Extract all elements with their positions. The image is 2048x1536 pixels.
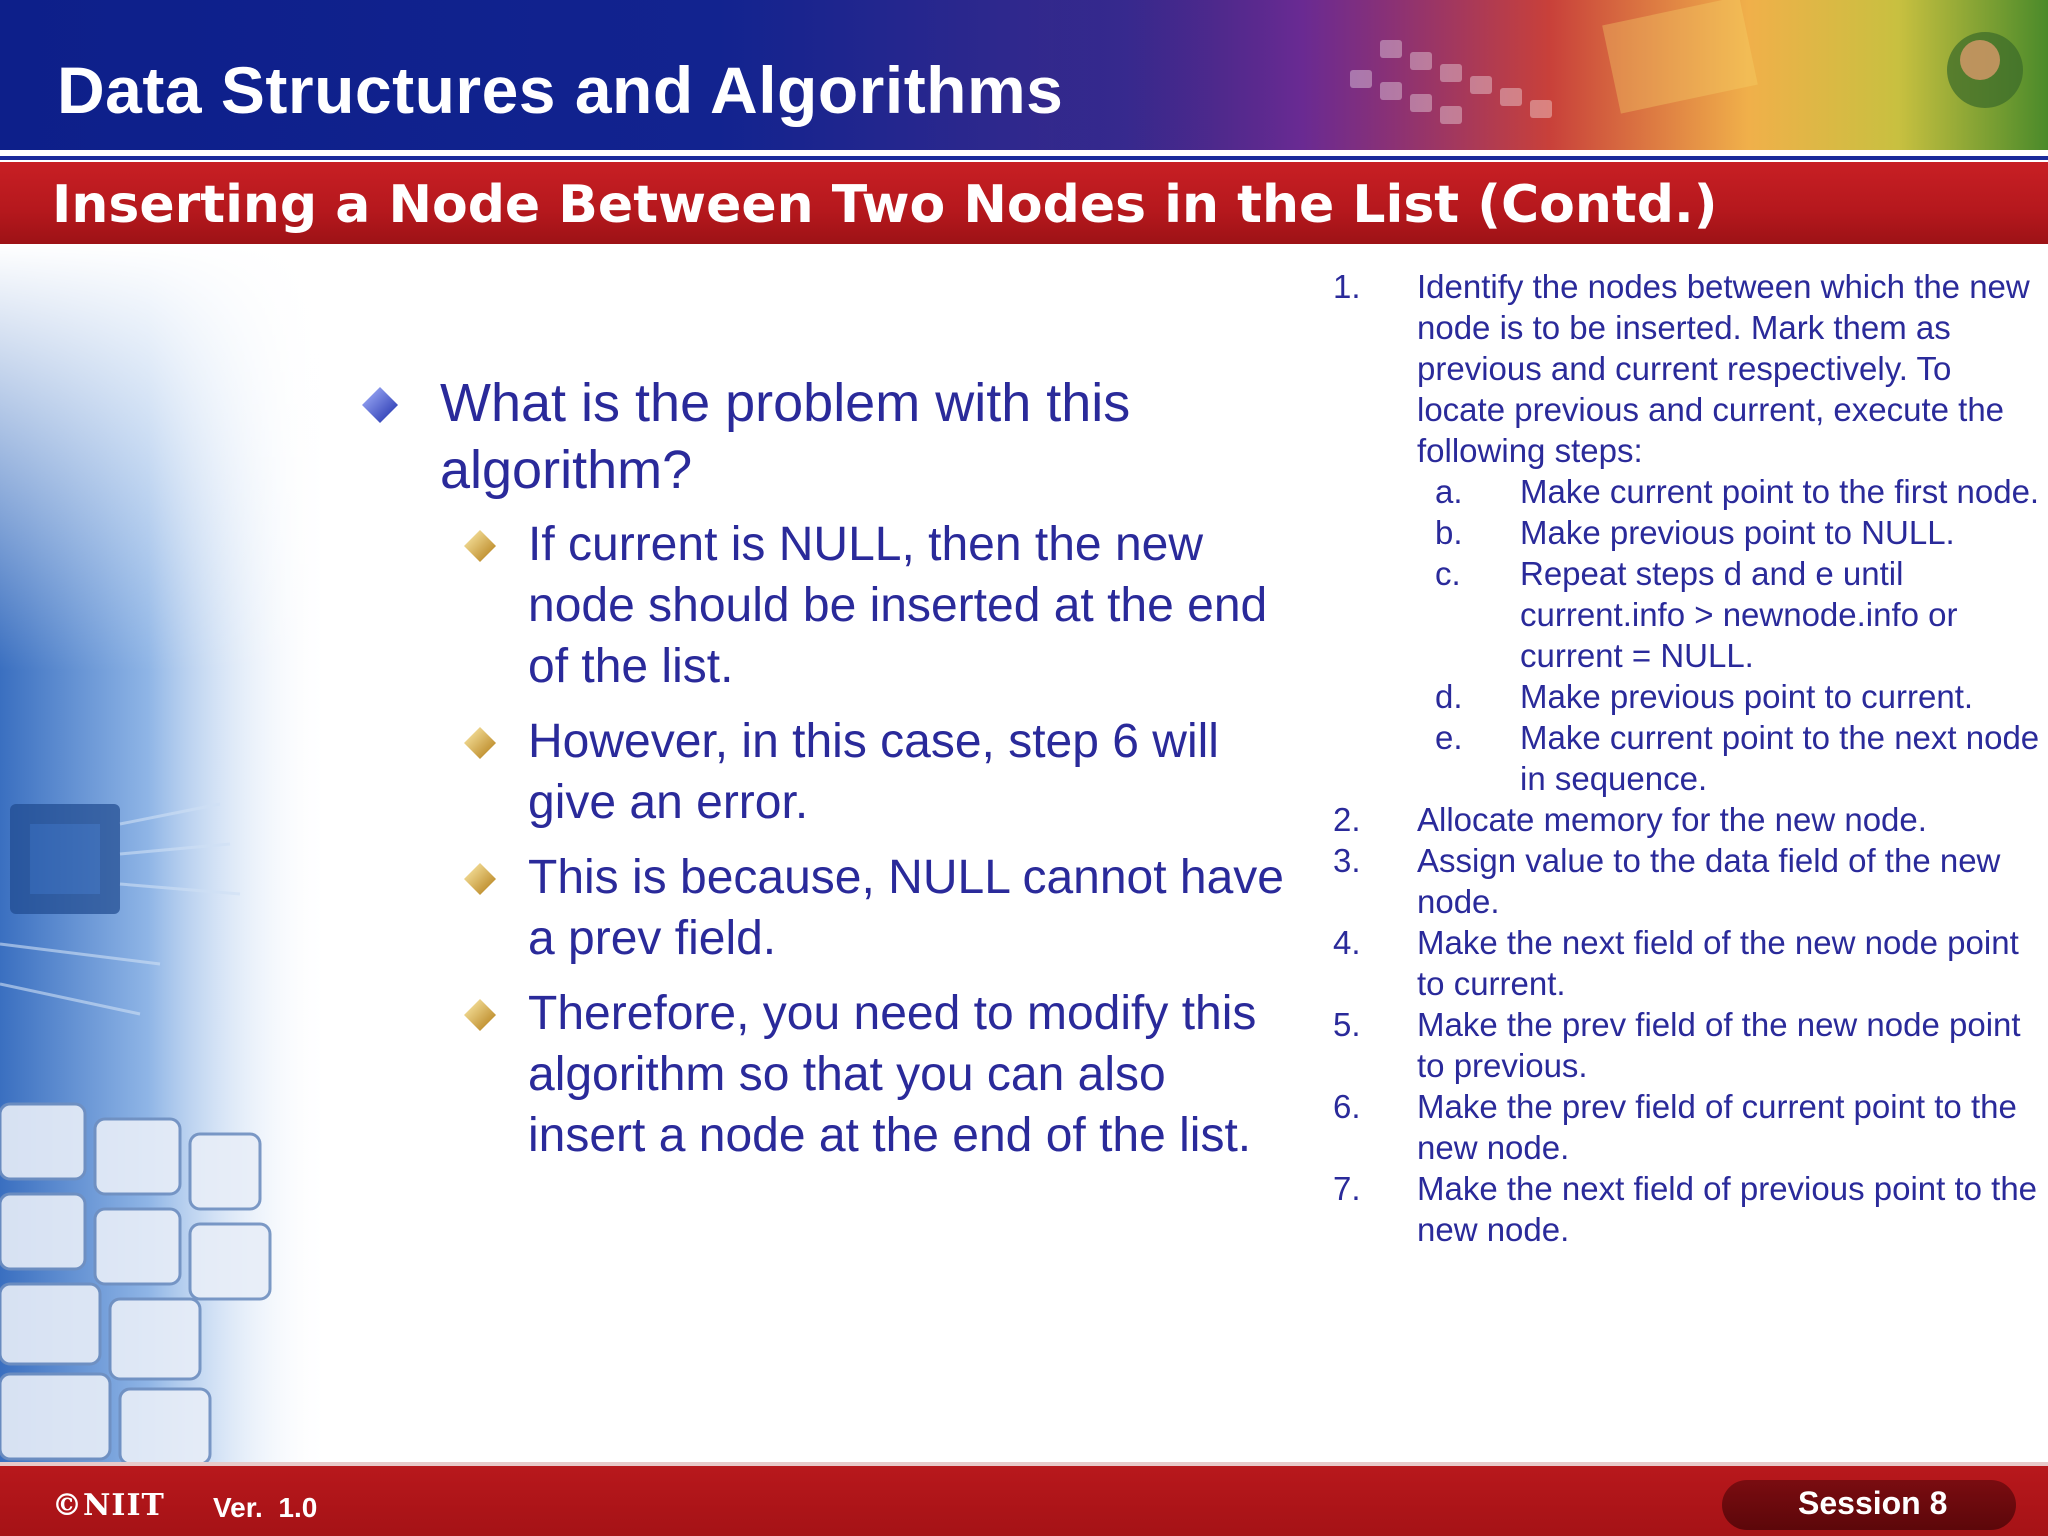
algorithm-step bbox=[1330, 840, 2040, 922]
substep-text: Repeat steps d and e until current.info > newnode.info or current = NULL. bbox=[1520, 555, 1958, 674]
blue-diamond-bullet-icon bbox=[360, 385, 400, 425]
algorithm-substep bbox=[1330, 471, 2040, 512]
algorithm-step bbox=[1330, 266, 2040, 799]
step-text: Make the next field of the new node point to current. bbox=[1417, 924, 2019, 1002]
gold-diamond-bullet-icon bbox=[462, 528, 498, 564]
sub-bullet-text: However, in this case, step 6 will give an error. bbox=[528, 715, 1219, 829]
sub-bullet bbox=[360, 983, 1290, 1166]
step-number: 7. bbox=[1333, 1170, 1361, 1207]
step-number: 4. bbox=[1333, 924, 1361, 961]
step-text: Make the prev field of current point to the new node. bbox=[1417, 1088, 2017, 1166]
version-label: Ver. 1.0 bbox=[213, 1492, 318, 1523]
step-text: Make the prev field of the new node point to previous. bbox=[1417, 1006, 2021, 1084]
substep-letter: a. bbox=[1435, 473, 1463, 510]
session-label: Session 8 bbox=[1798, 1485, 1948, 1521]
step-number: 5. bbox=[1333, 1006, 1361, 1043]
algorithm-substep bbox=[1330, 512, 2040, 553]
algorithm-step bbox=[1330, 1004, 2040, 1086]
substep-text: Make current point to the first node. bbox=[1520, 473, 2040, 510]
step-text: Identify the nodes between which the new node is to be inserted. Mark them as previous and current respectively. To locate previous and current, execute the following steps: bbox=[1417, 268, 2030, 469]
sub-bullet bbox=[360, 847, 1290, 969]
sub-bullet bbox=[360, 711, 1290, 833]
bullet-content bbox=[360, 370, 1290, 1180]
algorithm-steps bbox=[1330, 266, 2040, 1250]
niit-logo: ©NIIT bbox=[52, 1488, 165, 1523]
step-text: Allocate memory for the new node. bbox=[1417, 801, 1927, 838]
substep-letter: d. bbox=[1435, 678, 1463, 715]
header-photo-collage bbox=[1050, 0, 2048, 150]
algorithm-substep bbox=[1330, 717, 2040, 799]
sub-bullet-list bbox=[360, 514, 1290, 1166]
substep-text: Make previous point to current. bbox=[1520, 678, 1974, 715]
slide-title: Inserting a Node Between Two Nodes in the List (Contd.) bbox=[52, 175, 1718, 235]
step-number: 3. bbox=[1333, 842, 1361, 879]
substep-letter: e. bbox=[1435, 719, 1463, 756]
sub-bullet-text: Therefore, you need to modify this algorithm so that you can also insert a node at the end of the list. bbox=[528, 987, 1257, 1162]
step-text: Assign value to the data field of the new node. bbox=[1417, 842, 2001, 920]
algorithm-step bbox=[1330, 1168, 2040, 1250]
substep-text: Make current point to the next node in sequence. bbox=[1520, 719, 2040, 797]
algorithm-substep bbox=[1330, 676, 2040, 717]
algorithm-step bbox=[1330, 1086, 2040, 1168]
step-number: 1. bbox=[1333, 268, 1361, 305]
sub-bullet bbox=[360, 514, 1290, 697]
gold-diamond-bullet-icon bbox=[462, 725, 498, 761]
step-number: 2. bbox=[1333, 801, 1361, 838]
substep-text: Make previous point to NULL. bbox=[1520, 514, 1955, 551]
deck-title: Data Structures and Algorithms bbox=[57, 53, 1064, 127]
main-bullet-text: What is the problem with this algorithm? bbox=[440, 373, 1131, 500]
algorithm-step bbox=[1330, 799, 2040, 840]
gold-diamond-bullet-icon bbox=[462, 997, 498, 1033]
substep-letter: b. bbox=[1435, 514, 1463, 551]
main-bullet bbox=[360, 370, 1290, 504]
step-number: 6. bbox=[1333, 1088, 1361, 1125]
sub-bullet-text: This is because, NULL cannot have a prev field. bbox=[528, 851, 1284, 965]
step-text: Make the next field of previous point to the new node. bbox=[1417, 1170, 2038, 1248]
sub-bullet-text: If current is NULL, then the new node should be inserted at the end of the list. bbox=[528, 518, 1268, 693]
algorithm-substep bbox=[1330, 553, 2040, 676]
substep-letter: c. bbox=[1435, 555, 1461, 592]
algorithm-step bbox=[1330, 922, 2040, 1004]
header-divider-blue bbox=[0, 156, 2048, 160]
gold-diamond-bullet-icon bbox=[462, 861, 498, 897]
left-decorative-image bbox=[0, 244, 330, 1464]
